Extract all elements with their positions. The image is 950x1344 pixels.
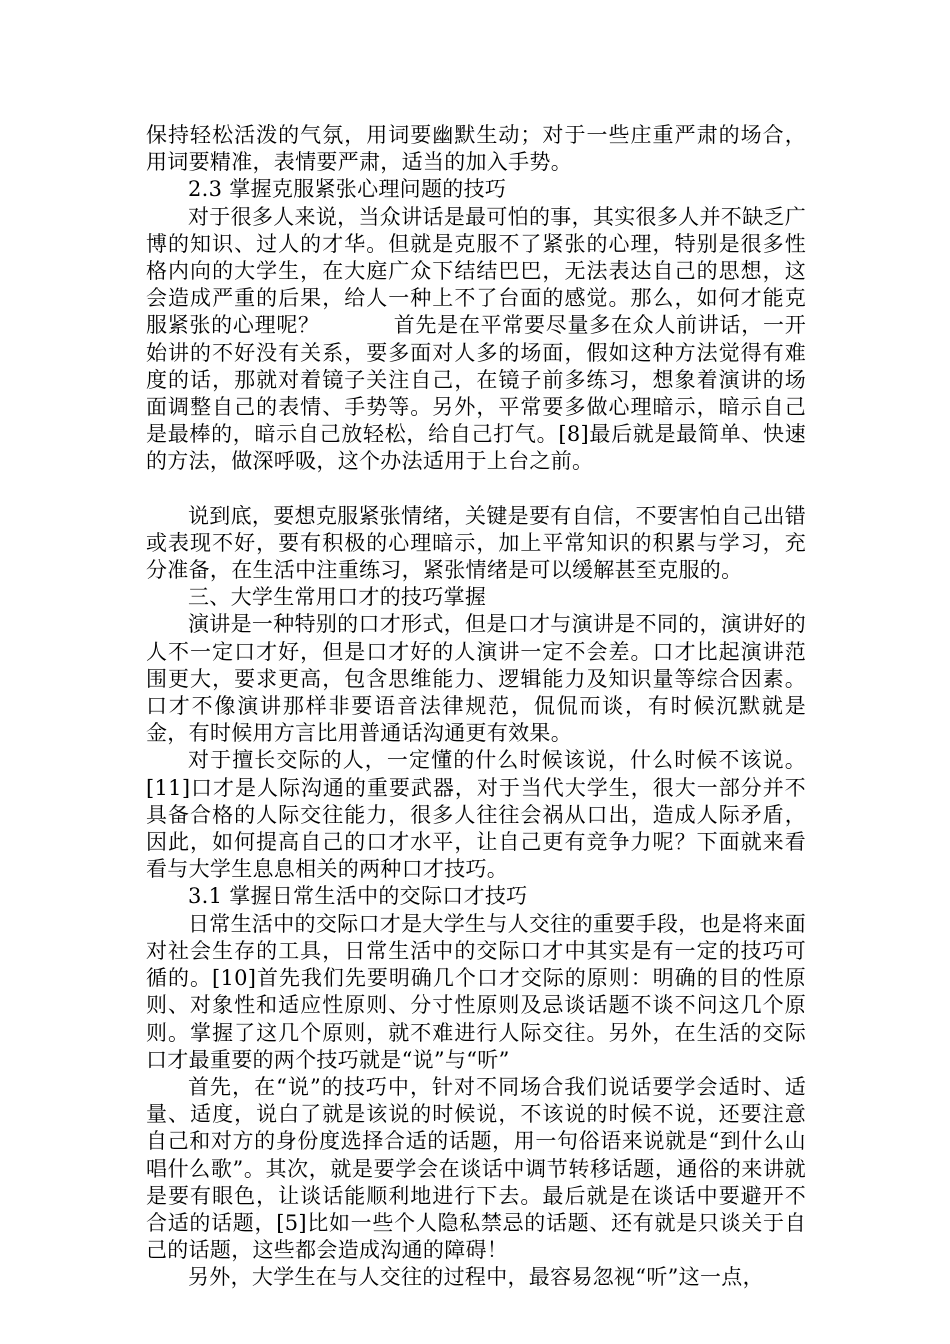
paragraph-social-skills: 对于擅长交际的人，一定懂的什么时候该说，什么时候不该说。[11]口才是人际沟通的重要武器，对于当代大学生，很大一部分并不具备合格的人际交往能力，很多人往往会祸从口出，造成人际矛盾，因此，如何提高自己的口才水平，让自己更有竞争力呢？下面就来看看与大学生息息相关的两种口才技巧。 [146, 748, 806, 882]
paragraph-speaking-skills: 首先，在“说”的技巧中，针对不同场合我们说话要学会适时、适量、适度，说白了就是该说的时候说，不该说的时候不说，还要注意自己和对方的身份度选择合适的话题，用一句俗语来说就是“到什么山唱什么歌”。其次，就是要学会在谈话中调节转移话题，通俗的来讲就是要有眼色，让谈话能顺利地进行下去。最后就是在谈话中要避开不合适的话题，[5]比如一些个人隐私禁忌的话题、还有就是只谈关于自己的话题，这些都会造成沟通的障碍！ [146, 1074, 806, 1263]
section-heading-3-1: 3.1 掌握日常生活中的交际口才技巧 [188, 884, 528, 909]
paragraph-speech-vs-eloquence: 演讲是一种特别的口才形式，但是口才与演讲是不同的，演讲好的人不一定口才好，但是口才好的人演讲一定不会差。口才比起演讲范围更大，要求更高，包含思维能力、逻辑能力及知识量等综合因素。口才不像演讲那样非要语音法律规范，侃侃而谈，有时候沉默就是金，有时候用方言比用普通话沟通更有效果。 [146, 612, 806, 746]
paragraph-nervousness: 对于很多人来说，当众讲话是最可怕的事，其实很多人并不缺乏广博的知识、过人的才华。但就是克服不了紧张的心理，特别是很多性格内向的大学生，在大庭广众下结结巴巴，无法表达自己的思想，这会造成严重的后果，给人一种上不了台面的感觉。那么，如何才能克服紧张的心理呢？ 首先是在平常要尽量多在众人前讲话，一开始讲的不好没有关系，要多面对人多的场面，假如这种方法觉得有难度的话，那就对着镜子关注自己，在镜子前多练习，想象着演讲的场面调整自己的表情、手势等。另外，平常要多做心理暗示，暗示自己是最棒的，暗示自己放轻松，给自己打气。[8]最后就是最简单、快速的方法，做深呼吸，这个办法适用于上台之前。 [146, 204, 806, 474]
section-heading-2-3: 2.3 掌握克服紧张心理问题的技巧 [188, 177, 507, 202]
paragraph-confidence: 说到底，要想克服紧张情绪，关键是要有自信，不要害怕自己出错或表现不好，要有积极的心理暗示，加上平常知识的积累与学习，充分准备，在生活中注重练习，紧张情绪是可以缓解甚至克服的。 [146, 503, 806, 583]
paragraph-continuation: 保持轻松活泼的气氛，用词要幽默生动；对于一些庄重严肃的场合，用词要精准，表情要严肃，适当的加入手势。 [146, 123, 806, 175]
section-heading-3: 三、大学生常用口才的技巧掌握 [188, 585, 487, 610]
document-body [146, 122, 806, 1292]
paragraph-daily-communication: 日常生活中的交际口才是大学生与人交往的重要手段，也是将来面对社会生存的工具，日常生活中的交际口才中其实是有一定的技巧可循的。[10]首先我们先要明确几个口才交际的原则：明确的目的性原则、对象性和适应性原则、分寸性原则及忌谈话题不谈不问这几个原则。掌握了这几个原则，就不难进行人际交往。另外，在生活的交际口才最重要的两个技巧就是“说”与“听” [146, 911, 806, 1072]
paragraph-listening-skills: 另外，大学生在与人交往的过程中，最容易忽视“听”这一点， [188, 1265, 764, 1290]
